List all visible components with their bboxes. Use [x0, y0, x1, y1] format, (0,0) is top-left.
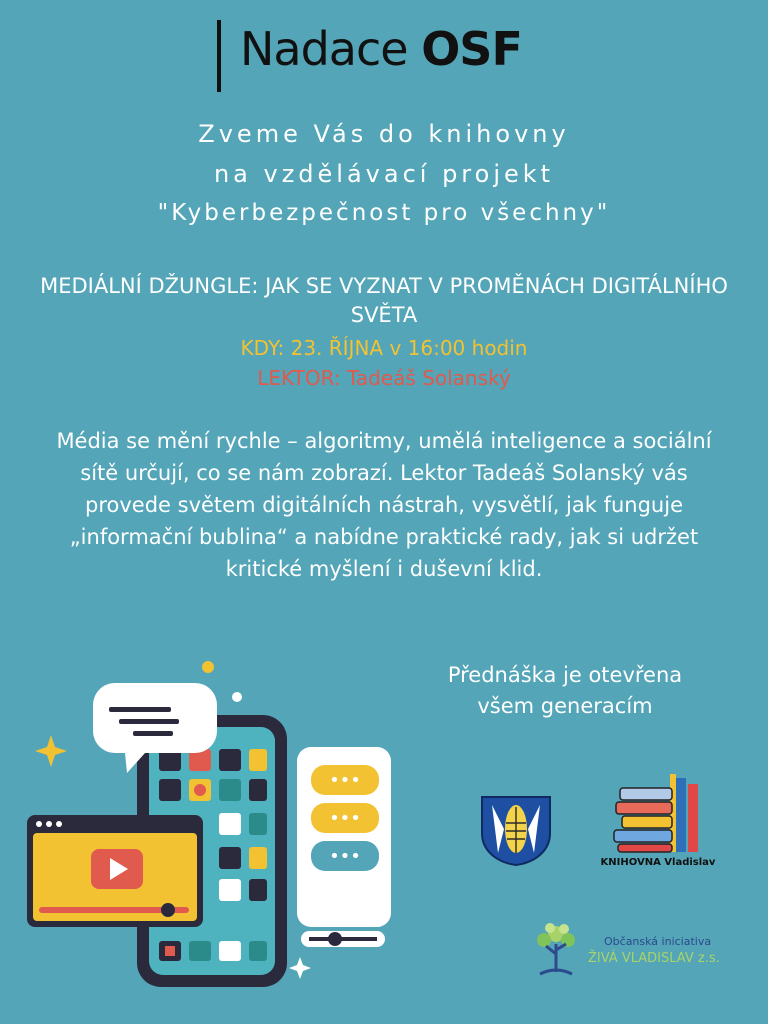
books-icon — [612, 770, 708, 856]
digital-media-illustration — [25, 655, 405, 995]
logo-bold: OSF — [421, 22, 522, 76]
coat-of-arms-icon — [480, 795, 552, 867]
invite-line-2: na vzdělávací projekt — [213, 160, 555, 188]
event-description: Média se mění rychle – algoritmy, umělá inteligence a sociální sítě určují, co se nám zobrazí. Lektor Tadeáš Solanský vás provede světem digitálních nástrah, vysvětlí, jak funguje „informační bublina“ a nabídne praktické rady, jak si udržet kritické myšlení i duševní klid. — [56, 429, 712, 581]
logo-divider — [217, 20, 221, 92]
decor-dot — [232, 692, 242, 702]
open-note: Přednáška je otevřena všem generacím — [447, 663, 683, 718]
decor-dot — [202, 661, 214, 673]
logo-prefix: Nadace — [240, 22, 408, 76]
osf-logo — [240, 22, 522, 76]
invite-line-1: Zveme Vás do knihovny — [198, 120, 570, 148]
initiative-line-2: ŽIVÁ VLADISLAV z.s. — [588, 951, 720, 966]
event-lector: LEKTOR: Tadeáš Solanský — [257, 366, 511, 390]
sparkle-icon — [289, 957, 311, 979]
event-time: KDY: 23. ŘÍJNA v 16:00 hodin — [240, 336, 528, 360]
library-label: KNIHOVNA Vladislav — [600, 857, 716, 868]
lecture-title: MEDIÁLNÍ DŽUNGLE: JAK SE VYZNAT V PROMĚNÁCH DIGITÁLNÍHO SVĚTA — [40, 274, 728, 327]
svg-text:•••: ••• — [329, 770, 361, 791]
svg-text:•••: ••• — [329, 846, 361, 867]
svg-text:•••: ••• — [329, 808, 361, 829]
sparkle-icon — [35, 735, 67, 767]
invite-line-3: "Kyberbezpečnost pro všechny" — [157, 200, 611, 226]
initiative-line-1: Občanská iniciativa — [604, 935, 712, 948]
tree-icon — [532, 920, 580, 978]
